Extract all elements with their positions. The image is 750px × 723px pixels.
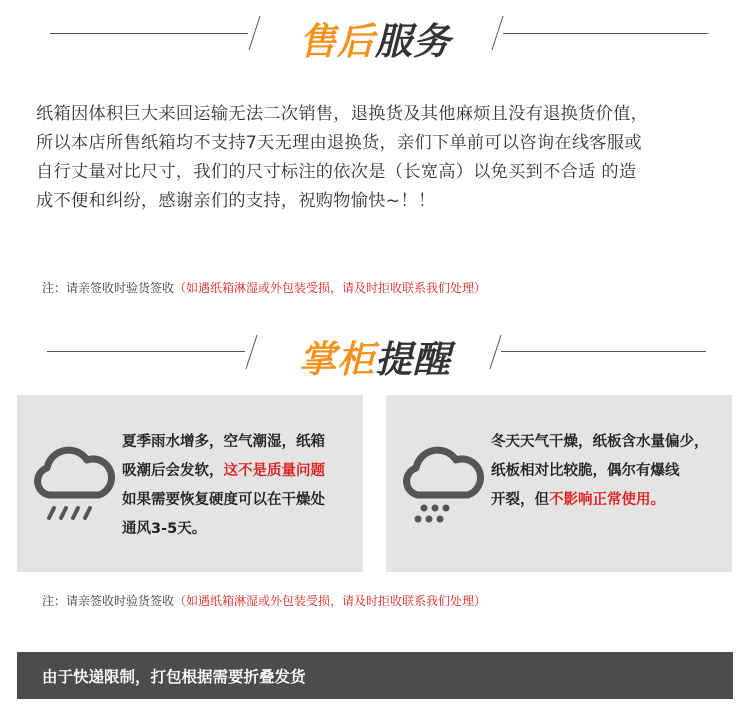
summer-tip-card [17,395,363,572]
winter-tip-text [491,428,726,515]
summer-tip-line-4: 通风3-5天。 [122,521,207,537]
note-highlight: （如遇纸箱淋湿或外包装受损，请及时拒收联系我们处理） [174,594,487,608]
rain-cloud-icon [29,440,115,530]
paragraph-line-1: 纸箱因体积巨大来回运输无法二次销售，退换货及其他麻烦且没有退换货价值， [36,104,649,124]
winter-tip-card [386,395,732,572]
note-prefix: 注：请亲签收时验货签收 [42,594,175,608]
summer-tip-line-2-normal: 吸潮后会发软， [122,463,224,479]
reminder-title [0,329,750,383]
note-prefix: 注：请亲签收时验货签收 [42,281,175,295]
after-sales-title-accent: 售后 [299,20,375,63]
summer-tip-line-2 [122,457,357,486]
summer-tip-line-1: 夏季雨水增多，空气潮湿，纸箱 [122,434,325,450]
after-sales-title [0,11,750,65]
note-highlight: （如遇纸箱淋湿或外包装受损，请及时拒收联系我们处理） [174,281,487,295]
reminder-title-accent: 掌柜 [299,338,375,381]
folding-shipping-banner [17,652,733,699]
summer-tip-text [122,428,357,544]
reminder-title-dark: 提醒 [375,338,451,381]
inspection-note-top [42,279,486,296]
after-sales-heading [0,3,750,63]
summer-tip-line-3: 如果需要恢复硬度可以在干燥处 [122,492,325,508]
summer-tip-line-2-red: 这不是质量问题 [223,463,325,479]
paragraph-line-4: 成不便和纠纷，感谢亲们的支持，祝购物愉快~！！ [36,191,436,211]
winter-tip-line-3 [491,486,726,515]
winter-tip-line-3-red: 不影响正常使用。 [549,492,665,508]
banner-text: 由于快递限制，打包根据需要折叠发货 [42,668,306,686]
after-sales-title-dark: 服务 [375,20,451,63]
snow-cloud-icon [398,440,484,530]
winter-tip-line-3-normal: 开裂，但 [491,492,549,508]
winter-tip-line-2: 纸板相对比较脆，偶尔有爆线 [491,463,680,479]
paragraph-line-3: 自行丈量对比尺寸，我们的尺寸标注的依次是（长宽高）以免买到不合适 的造 [36,162,637,182]
winter-tip-line-1: 冬天天气干燥，纸板含水量偏少， [491,434,709,450]
reminder-heading [0,322,750,382]
inspection-note-bottom [42,592,486,609]
return-policy-paragraph [36,100,726,216]
paragraph-line-2: 所以本店所售纸箱均不支持7天无理由退换货，亲们下单前可以咨询在线客服或 [36,133,642,153]
